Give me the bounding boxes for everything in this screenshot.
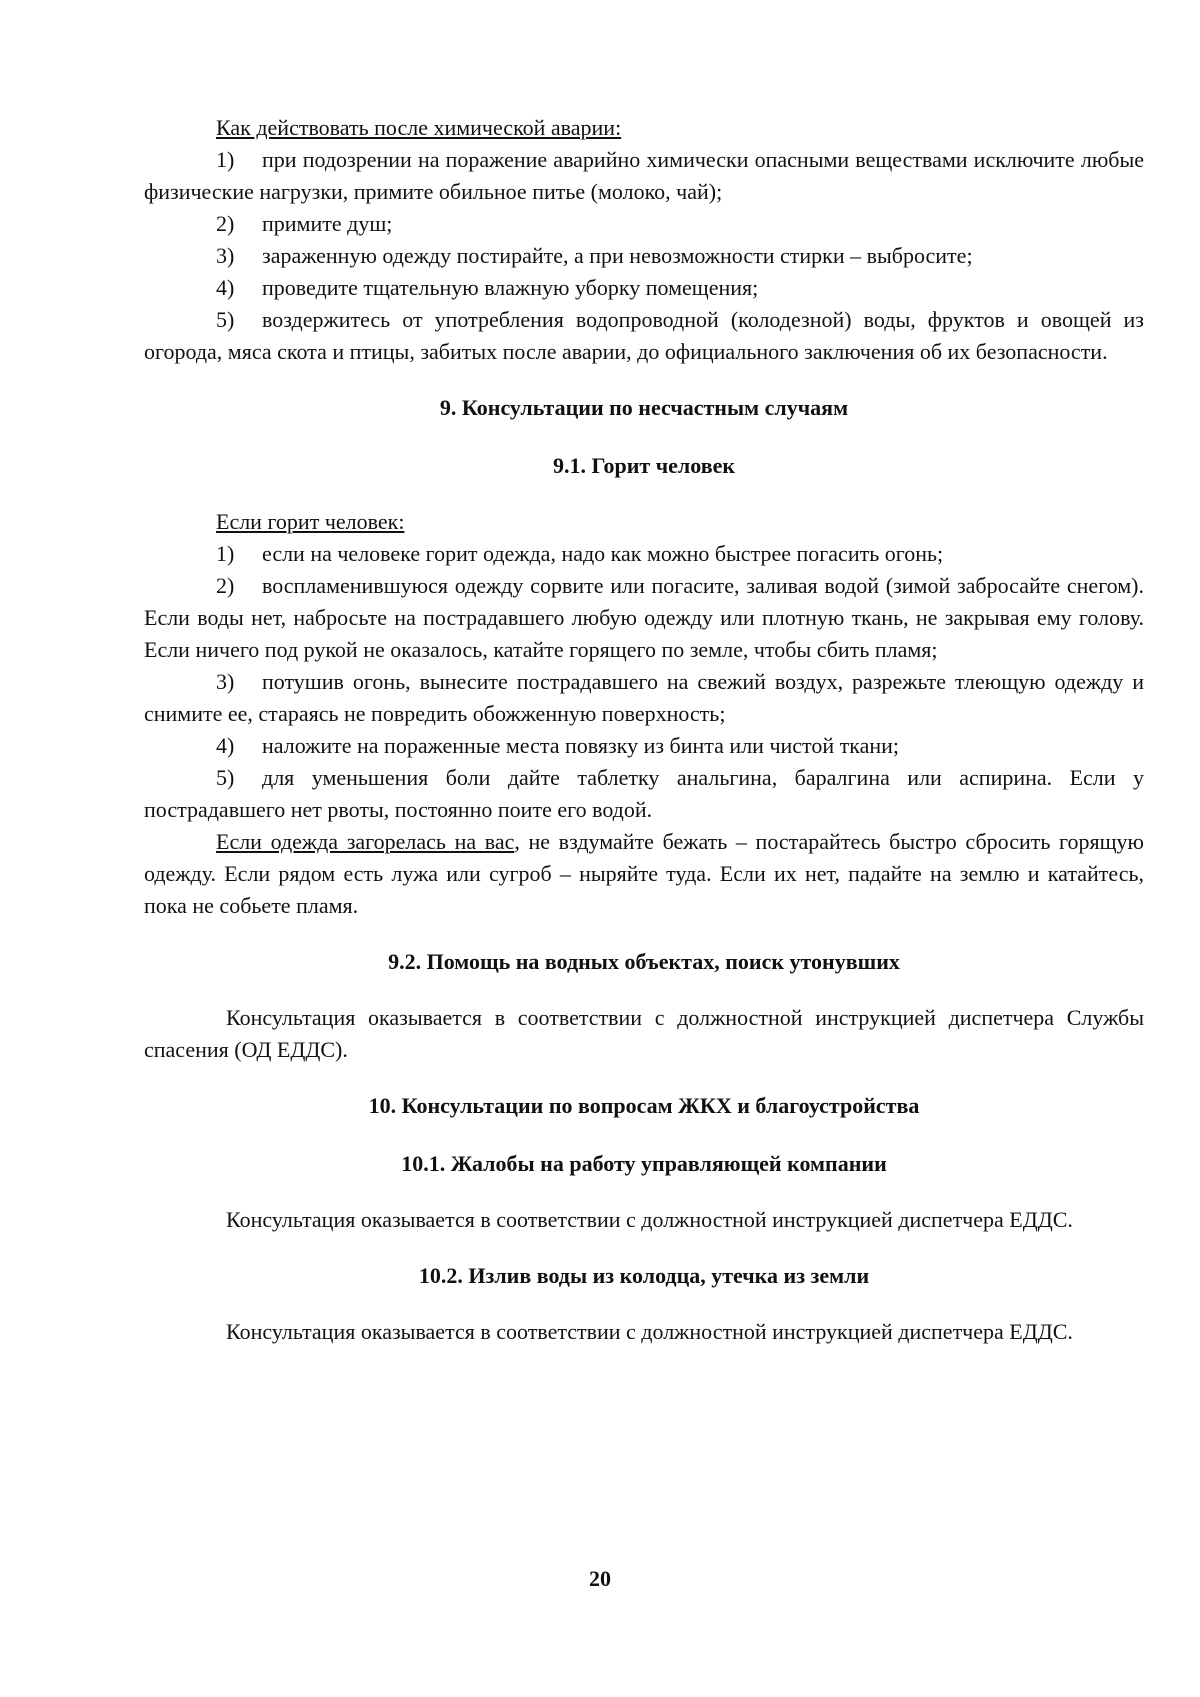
section-10-1-text: Консультация оказывается в соответствии с должностной инструкцией диспетчера ЕДДС.: [226, 1207, 1073, 1232]
list-item: 1) если на человеке горит одежда, надо как можно быстрее погасить огонь;: [216, 541, 944, 566]
section-10-2-text: Консультация оказывается в соответствии с должностной инструкцией диспетчера ЕДДС.: [226, 1319, 1073, 1344]
list-item: 5) воздержитесь от употребления водопроводной (колодезной) воды, фруктов и овощей из огорода, мяса скота и птицы, забитых после аварии, до официального заключения об их безопасности.: [144, 307, 1144, 364]
self-burning-note: Если одежда загорелась на вас, не вздумайте бежать – постарайтесь быстро сбросить горящую одежду. Если рядом есть лужа или сугроб – ныряйте туда. Если их нет, падайте на землю и катайтесь, пока не собьете пламя.: [144, 829, 1144, 918]
burning-subtitle: Если горит человек:: [216, 509, 405, 534]
chem-subtitle: Как действовать после химической аварии:: [216, 115, 622, 140]
section-9-1-heading: 9.1. Горит человек: [552, 453, 736, 478]
list-item: 2) примите душ;: [216, 211, 393, 236]
section-9-2-heading: 9.2. Помощь на водных объектах, поиск утонувших: [388, 949, 900, 974]
list-item: 3) потушив огонь, вынесите пострадавшего на свежий воздух, разрежьте тлеющую одежду и снимите ее, стараясь не повредить обожженную поверхность;: [144, 669, 1144, 726]
list-item: 1) при подозрении на поражение аварийно химически опасными веществами исключите любые физические нагрузки, примите обильное питье (молоко, чай);: [144, 147, 1144, 204]
section-10-heading: 10. Консультации по вопросам ЖКХ и благоустройства: [368, 1093, 920, 1118]
section-10-1-heading: 10.1. Жалобы на работу управляющей компании: [401, 1151, 887, 1176]
list-item: 3) зараженную одежду постирайте, а при невозможности стирки – выбросите;: [216, 243, 973, 268]
list-item: 4) проведите тщательную влажную уборку помещения;: [216, 275, 759, 300]
list-item: 4) наложите на пораженные места повязку из бинта или чистой ткани;: [216, 733, 900, 758]
section-10-2-heading: 10.2. Излив воды из колодца, утечка из земли: [418, 1263, 870, 1288]
section-9-2-text: Консультация оказывается в соответствии с должностной инструкцией диспетчера Службы спасения (ОД ЕДДС).: [144, 1005, 1144, 1062]
page-content: [144, 112, 1144, 1348]
list-item: 2) воспламенившуюся одежду сорвите или погасите, заливая водой (зимой забросайте снегом). Если воды нет, набросьте на пострадавшего любую одежду или плотную ткань, не закрывая ему голову. Если ничего под рукой не оказалось, катайте горящего по земле, чтобы сбить пламя;: [144, 573, 1144, 662]
page-number: 20: [589, 1566, 611, 1591]
list-item: 5) для уменьшения боли дайте таблетку анальгина, баралгина или аспирина. Если у пострадавшего нет рвоты, постоянно поите его водой.: [144, 765, 1144, 822]
section-9-heading: 9. Консультации по несчастным случаям: [439, 395, 849, 420]
